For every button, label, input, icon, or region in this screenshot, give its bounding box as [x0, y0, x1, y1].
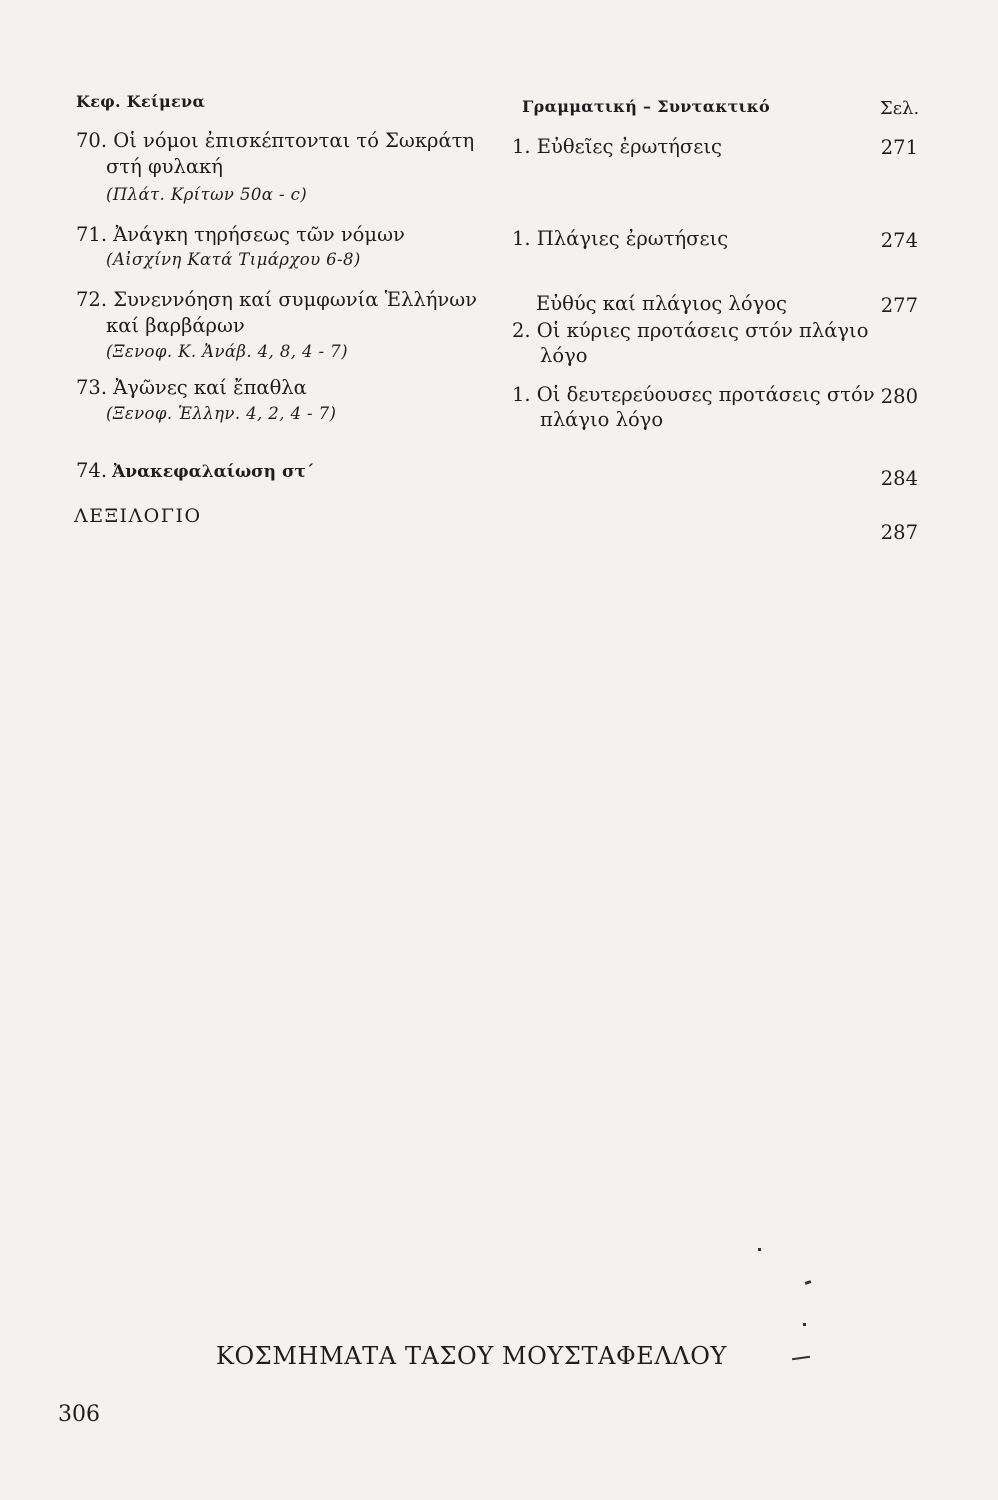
entry-73-source: (Ξενοφ. Ἑλλην. 4, 2, 4 - 7) — [106, 404, 337, 423]
header-texts: Κεφ. Κείμενα — [76, 92, 206, 111]
print-mark — [758, 1248, 761, 1251]
entry-72-source: (Ξενοφ. Κ. Ἀνάβ. 4, 8, 4 - 7) — [106, 342, 348, 361]
header-grammar: Γραμματική – Συντακτικό — [522, 97, 770, 116]
entry-71-title: 71. Ἀνάγκη τηρήσεως τῶν νόμων — [76, 223, 405, 246]
entry-73-grammar-line2: πλάγιο λόγο — [540, 408, 664, 431]
review-number: 74. — [76, 459, 108, 482]
entry-70-grammar: 1. Εὐθεῖες ἐρωτήσεις — [512, 135, 722, 158]
header-page: Σελ. — [880, 98, 920, 119]
lexicon-page: 287 — [880, 521, 918, 544]
entry-71-page: 274 — [880, 229, 918, 252]
entry-70-title-line2: στή φυλακή — [106, 155, 223, 178]
print-mark — [805, 1280, 812, 1285]
sponsor-text: ΚΟΣΜΗΜΑΤΑ ΤΑΣΟΥ ΜΟΥΣΤΑΦΕΛΛΟΥ — [216, 1342, 727, 1370]
entry-73-page: 280 — [880, 385, 918, 408]
print-mark — [792, 1356, 810, 1360]
review-label: Ἀνακεφαλαίωση στ΄ — [112, 462, 315, 482]
review-page: 284 — [880, 467, 918, 490]
entry-70-title-line1: 70. Οἱ νόμοι ἐπισκέπτονται τό Σωκράτη — [76, 129, 475, 152]
entry-70-page: 271 — [880, 136, 918, 159]
entry-71-source: (Αἰσχίνη Κατά Τιμάρχου 6-8) — [106, 250, 361, 269]
entry-70-source: (Πλάτ. Κρίτων 50α - c) — [106, 185, 308, 204]
entry-72-grammar-heading: Εὐθύς καί πλάγιος λόγος — [536, 292, 787, 315]
review-entry — [76, 458, 314, 484]
entry-72-grammar-line1: 2. Οἱ κύριες προτάσεις στόν πλάγιο — [512, 319, 869, 342]
lexicon-label: ΛΕΞΙΛΟΓΙΟ — [74, 505, 202, 527]
entry-72-title-line2: καί βαρβάρων — [106, 314, 245, 337]
entry-73-grammar-line1: 1. Οἱ δευτερεύουσες προτάσεις στόν — [512, 383, 875, 406]
page-number: 306 — [58, 1402, 100, 1427]
entry-72-title-line1: 72. Συνεννόηση καί συμφωνία Ἑλλήνων — [76, 288, 478, 311]
entry-72-page: 277 — [880, 294, 918, 317]
entry-71-grammar: 1. Πλάγιες ἐρωτήσεις — [512, 227, 729, 250]
print-mark — [803, 1323, 806, 1326]
entry-73-title: 73. Ἀγῶνες καί ἔπαθλα — [76, 376, 307, 399]
entry-72-grammar-line2: λόγο — [540, 344, 588, 367]
